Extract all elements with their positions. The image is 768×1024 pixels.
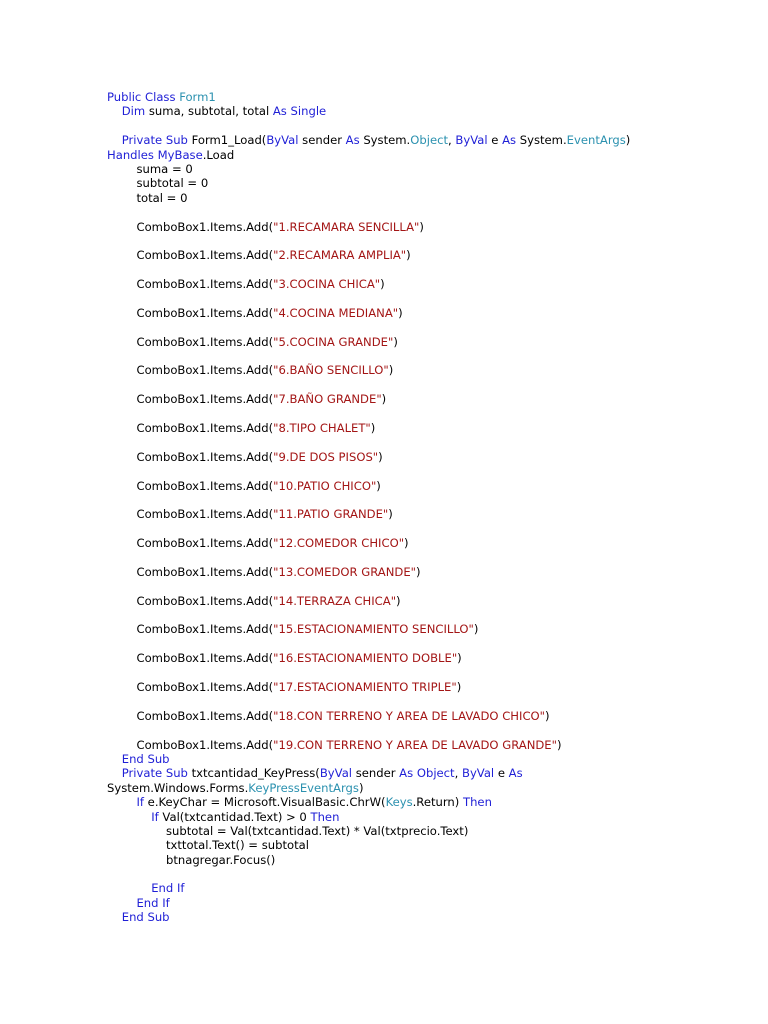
code-line (107, 853, 727, 867)
code-token: MyBase (157, 147, 203, 162)
code-line (107, 392, 727, 406)
code-token: ) (625, 133, 631, 148)
code-line (107, 867, 727, 881)
code-token: e (487, 133, 503, 148)
code-token: "11.PATIO GRANDE" (273, 507, 389, 522)
code-token: ) (456, 680, 462, 695)
code-token: ) (416, 564, 421, 579)
code-token: Val(txtcantidad.Text) > 0 (158, 809, 311, 824)
code-token: Then (463, 795, 492, 810)
code-line (107, 694, 727, 708)
code-token: Object (410, 133, 449, 148)
code-token: "19.CON TERRENO Y AREA DE LAVADO GRANDE" (273, 737, 557, 752)
code-token: "10.PATIO CHICO" (273, 478, 377, 493)
code-token: ) (398, 305, 403, 320)
code-token: ComboBox1.Items.Add( (107, 363, 274, 378)
code-line (107, 910, 727, 924)
code-line (107, 306, 727, 320)
code-token (107, 104, 122, 118)
code-line (107, 666, 727, 680)
code-token: ComboBox1.Items.Add( (107, 737, 274, 752)
code-token: ) (406, 248, 411, 263)
code-line (107, 378, 727, 392)
code-token: ByVal (266, 133, 299, 148)
code-token: ComboBox1.Items.Add( (107, 651, 274, 666)
code-line (107, 320, 727, 334)
code-line (107, 191, 727, 205)
code-line (107, 896, 727, 910)
code-token: "13.COMEDOR GRANDE" (273, 564, 416, 579)
code-token: Single (290, 104, 327, 119)
code-token: e.KeyChar = Microsoft.VisualBasic.ChrW( (144, 795, 386, 810)
code-token: , (454, 766, 462, 781)
code-token (107, 133, 122, 147)
code-line (107, 493, 727, 507)
code-token: ) (381, 392, 387, 407)
code-token: "8.TIPO CHALET" (273, 420, 371, 435)
code-line (107, 291, 727, 305)
code-token: "1.RECAMARA SENCILLA" (273, 219, 420, 234)
code-token: ComboBox1.Items.Add( (107, 536, 274, 551)
code-line (107, 522, 727, 536)
code-token: ) (556, 737, 562, 752)
code-token: "18.CON TERRENO Y AREA DE LAVADO CHICO" (273, 708, 545, 723)
code-token: ComboBox1.Items.Add( (107, 420, 274, 435)
code-token: Private Sub (121, 133, 188, 148)
code-token: btnagregar.Focus() (107, 852, 276, 867)
code-line (107, 738, 727, 752)
code-line (107, 335, 727, 349)
code-token: ComboBox1.Items.Add( (107, 507, 274, 522)
code-token (107, 896, 136, 910)
code-token: Private Sub (121, 766, 188, 781)
code-line (107, 680, 727, 694)
code-line (107, 464, 727, 478)
code-line (107, 148, 727, 162)
code-token: sender (298, 133, 346, 148)
code-line (107, 709, 727, 723)
code-token: Public Class (107, 90, 180, 104)
code-token: Form1 (179, 90, 216, 104)
code-token: "15.ESTACIONAMIENTO SENCILLO" (273, 622, 474, 637)
code-token: ComboBox1.Items.Add( (107, 334, 274, 349)
code-token: ComboBox1.Items.Add( (107, 305, 274, 320)
code-token: suma = 0 (107, 161, 193, 176)
code-token: txttotal.Text() = subtotal (107, 838, 309, 853)
code-token: ComboBox1.Items.Add( (107, 708, 274, 723)
code-token: "5.COCINA GRANDE" (273, 334, 394, 349)
code-line (107, 608, 727, 622)
code-line (107, 551, 727, 565)
code-token: e (494, 766, 509, 781)
code-token: As (399, 766, 414, 781)
code-token: ComboBox1.Items.Add( (107, 248, 274, 263)
code-token: .Load (202, 147, 235, 162)
code-line (107, 176, 727, 190)
code-line (107, 536, 727, 550)
code-token: ) (358, 780, 364, 795)
code-line (107, 205, 727, 219)
code-token: suma, subtotal, total (145, 104, 273, 119)
code-token: If (136, 795, 144, 810)
code-token: System.Windows.Forms. (107, 780, 249, 795)
code-token: ) (404, 536, 409, 551)
code-token: If (151, 809, 159, 824)
code-token: ) (380, 277, 385, 292)
code-token: "2.RECAMARA AMPLIA" (273, 248, 407, 263)
code-token: ) (370, 420, 376, 435)
code-token: System. (359, 133, 411, 148)
code-token: Handles (107, 147, 154, 162)
code-token: Form1_Load( (187, 133, 267, 148)
code-line (107, 220, 727, 234)
code-token (107, 795, 136, 809)
code-token: ByVal (319, 766, 353, 781)
code-token: ComboBox1.Items.Add( (107, 392, 274, 407)
code-token: Then (310, 809, 340, 824)
code-line (107, 349, 727, 363)
code-line (107, 752, 727, 766)
code-token: ) (396, 593, 401, 608)
code-token: total = 0 (107, 190, 188, 205)
code-token: As (345, 133, 360, 148)
code-line (107, 277, 727, 291)
code-token: EventArgs (566, 133, 626, 148)
code-token: ComboBox1.Items.Add( (107, 219, 274, 234)
code-token: As (508, 766, 523, 781)
code-token (107, 752, 122, 766)
code-token: "3.COCINA CHICA" (273, 277, 381, 292)
code-line (107, 450, 727, 464)
code-line (107, 248, 727, 262)
code-line (107, 594, 727, 608)
code-line (107, 363, 727, 377)
code-token: txtcantidad_KeyPress( (187, 766, 320, 781)
code-token: Keys (385, 795, 413, 810)
code-token: End If (136, 895, 170, 910)
code-line (107, 565, 727, 579)
code-token: ) (388, 507, 393, 522)
code-token: "17.ESTACIONAMIENTO TRIPLE" (273, 680, 457, 695)
code-token: ) (473, 622, 479, 637)
code-token: ) (378, 449, 383, 464)
code-token: ) (545, 708, 550, 723)
code-token (107, 881, 151, 895)
code-token: End If (151, 881, 185, 896)
code-token: ComboBox1.Items.Add( (107, 622, 274, 637)
code-token: ComboBox1.Items.Add( (107, 680, 274, 695)
code-token: ComboBox1.Items.Add( (107, 277, 274, 292)
code-line (107, 622, 727, 636)
code-line (107, 781, 727, 795)
code-line (107, 234, 727, 248)
code-token: "6.BAÑO SENCILLO" (273, 363, 389, 378)
code-line (107, 133, 727, 147)
code-token: .Return) (412, 795, 463, 810)
code-token: Object (416, 766, 455, 781)
code-token: ComboBox1.Items.Add( (107, 564, 274, 579)
code-token: "16.ESTACIONAMIENTO DOBLE" (273, 651, 458, 666)
code-line (107, 263, 727, 277)
code-line (107, 162, 727, 176)
code-token: ) (457, 651, 462, 666)
code-token: As (502, 133, 517, 148)
code-token (107, 766, 122, 780)
code-line (107, 579, 727, 593)
code-line (107, 810, 727, 824)
code-token: "9.DE DOS PISOS" (273, 449, 379, 464)
code-token: End Sub (121, 751, 170, 766)
code-token: "14.TERRAZA CHICA" (273, 593, 397, 608)
code-token: As (272, 104, 287, 119)
code-token: ) (388, 363, 394, 378)
code-token (107, 810, 151, 824)
code-token (107, 910, 122, 924)
code-token: System. (516, 133, 567, 148)
code-line (107, 435, 727, 449)
code-token: ByVal (455, 133, 488, 148)
code-line (107, 838, 727, 852)
code-token: "7.BAÑO GRANDE" (273, 392, 382, 407)
code-line (107, 507, 727, 521)
code-token: End Sub (121, 910, 170, 925)
code-token: subtotal = 0 (107, 176, 209, 191)
code-token: sender (352, 766, 400, 781)
code-token: ) (376, 478, 381, 493)
code-token: , (448, 133, 456, 148)
code-line (107, 881, 727, 895)
code-token: Dim (121, 104, 146, 119)
code-token: subtotal = Val(txtcantidad.Text) * Val(txtprecio.Text) (107, 823, 469, 838)
code-line (107, 479, 727, 493)
code-line (107, 766, 727, 780)
code-line (107, 637, 727, 651)
code-line (107, 90, 727, 104)
code-token: "12.COMEDOR CHICO" (273, 536, 405, 551)
code-token: "4.COCINA MEDIANA" (273, 305, 399, 320)
code-token: ) (419, 219, 424, 234)
code-line (107, 723, 727, 737)
code-token: ByVal (461, 766, 495, 781)
code-line (107, 824, 727, 838)
code-line (107, 104, 727, 118)
code-token: KeyPressEventArgs (248, 780, 359, 795)
code-token: ComboBox1.Items.Add( (107, 593, 274, 608)
code-listing (107, 90, 727, 925)
code-line (107, 407, 727, 421)
code-line (107, 119, 727, 133)
code-line (107, 651, 727, 665)
code-token: ComboBox1.Items.Add( (107, 478, 274, 493)
code-token: ComboBox1.Items.Add( (107, 449, 274, 464)
code-token: ) (393, 334, 398, 349)
code-line (107, 421, 727, 435)
code-line (107, 795, 727, 809)
